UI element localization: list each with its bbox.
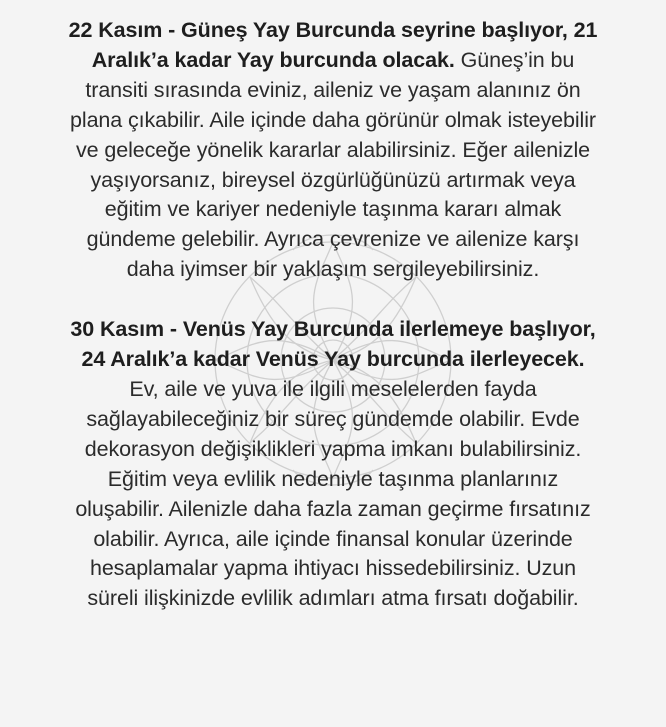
section-body-line: yaşıyorsanız, bireysel özgürlüğünüzü artırmak veya [90,167,576,192]
section-body-line: sağlayabileceğiniz bir süreç gündemde olabilir. Evde [86,406,580,431]
section-body-line: gündeme gelebilir. Ayrıca çevrenize ve ailenize karşı [86,227,580,252]
section-body-line: transiti sırasında eviniz, aileniz ve yaşam alanınız ön [85,77,581,102]
section-body-line: hesaplamalar yapma ihtiyacı hissedebilirsiniz. Uzun [89,556,577,581]
section-body-line: ve geleceğe yönelik kararlar alabilirsiniz. Eğer ailenizle [75,137,591,162]
section-heading-line: 24 Aralık’a kadar Venüs Yay burcunda ilerleyecek. [81,347,585,372]
section-body-line: oluşabilir. Ailenizle daha fazla zaman geçirme fırsatınız [75,496,591,521]
section-heading-line: Aralık’a kadar Yay burcunda olacak. [91,47,455,72]
section-heading-line: 22 Kasım - Güneş Yay Burcunda seyrine başlıyor, 21 [68,18,598,42]
section-body-line: olabilir. Ayrıca, aile içinde finansal konular üzerinde [93,526,573,551]
section-body-line: dekorasyon değişiklikleri yapma imkanı bulabilirsiniz. [84,436,582,461]
section-body-line: süreli ilişkinizde evlilik adımları atma fırsatı doğabilir. [87,586,579,611]
section-body-line: Ev, aile ve yuva ile ilgili meselelerden fayda [129,376,537,401]
section-heading-line: 30 Kasım - Venüs Yay Burcunda ilerlemeye başlıyor, [70,317,596,342]
section-body-line: Eğitim veya evlilik nedeniyle taşınma planlarınız [107,466,559,491]
section-body-line: eğitim ve kariyer nedeniyle taşınma kararı almak [104,197,562,222]
section-body-line: plana çıkabilir. Aile içinde daha görünür olmak isteyebilir [70,107,596,132]
section-venus-yay [14,315,652,614]
section-body-line: Güneş’in bu [454,47,575,72]
section-body-line: daha iyimser bir yaklaşım sergileyebilirsiniz. [126,257,540,282]
section-gunes-yay [14,16,652,285]
